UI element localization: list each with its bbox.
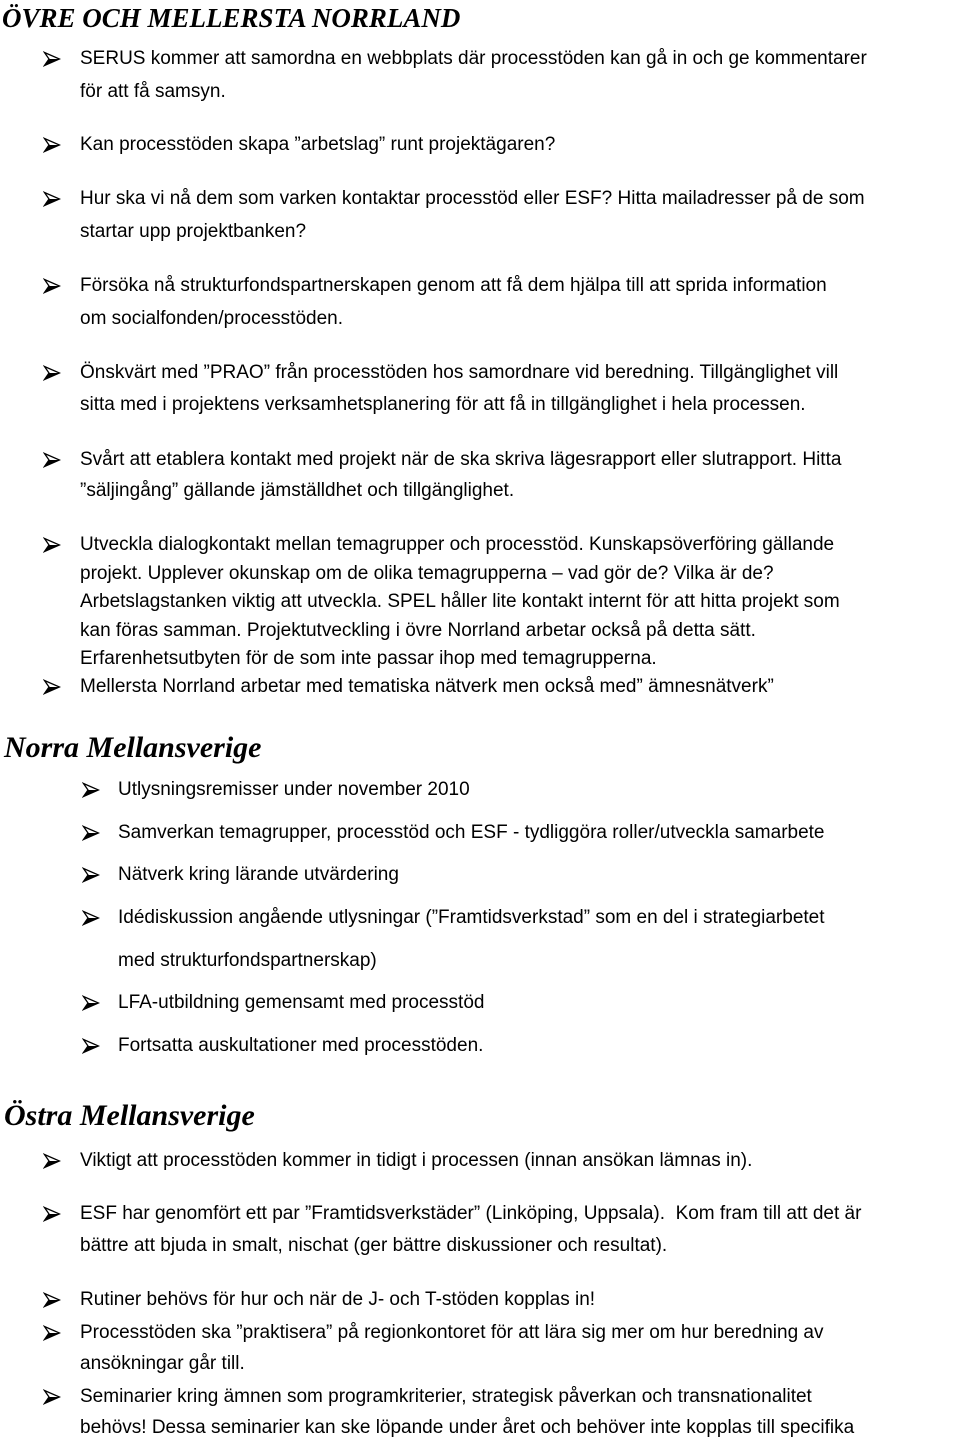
list-item-line: Hur ska vi nå dem som varken kontaktar processtöd eller ESF? Hitta mailadresser på de som (80, 188, 865, 209)
arrow-bullet-icon (43, 679, 61, 695)
list-item-line: Arbetslagstanken viktig att utveckla. SPEL håller lite kontakt internt för att hitta projekt som (80, 591, 840, 612)
list-item-line: Nätverk kring lärande utvärdering (118, 864, 399, 885)
list-item-line: Erfarenhetsutbyten för de som inte passar ihop med temagrupperna. (80, 648, 657, 669)
list-item-line: startar upp projektbanken? (80, 221, 307, 242)
list-item-line: ansökningar går till. (80, 1353, 245, 1374)
arrow-bullet-icon (43, 365, 61, 381)
list-item-line: Utveckla dialogkontakt mellan temagrupper och processtöd. Kunskapsöverföring gällande (80, 534, 835, 555)
list-item-line: Seminarier kring ämnen som programkriterier, strategisk påverkan och transnationalitet (80, 1386, 812, 1407)
arrow-bullet-icon (82, 910, 100, 926)
arrow-bullet-icon (43, 1206, 61, 1222)
section-heading: Norra Mellansverige (4, 731, 262, 764)
list-item-line: med strukturfondspartnerskap) (118, 950, 377, 971)
list-item-line: Idédiskussion angående utlysningar (”Framtidsverkstad” som en del i strategiarbetet (118, 907, 825, 928)
list-item-line: behövs! Dessa seminarier kan ske löpande under året och behöver inte kopplas till specifika (80, 1417, 855, 1438)
arrow-bullet-icon (43, 51, 61, 67)
list-item-line: Försöka nå strukturfondspartnerskapen genom att få dem hjälpa till att sprida information (80, 275, 827, 296)
list-item-line: Utlysningsremisser under november 2010 (118, 779, 470, 800)
list-item-line: ”säljingång” gällande jämställdhet och tillgänglighet. (80, 480, 515, 501)
arrow-bullet-icon (43, 137, 61, 153)
section-heading: Östra Mellansverige (4, 1099, 255, 1132)
list-item-line: ESF har genomfört ett par ”Framtidsverkstäder” (Linköping, Uppsala). Kom fram till att det är (80, 1203, 862, 1224)
arrow-bullet-icon (43, 1325, 61, 1341)
list-item-line: Önskvärt med ”PRAO” från processtöden hos samordnare vid beredning. Tillgänglighet vill (80, 362, 839, 383)
arrow-bullet-icon (43, 278, 61, 294)
arrow-bullet-icon (43, 1292, 61, 1308)
arrow-bullet-icon (82, 825, 100, 841)
list-item-line: sitta med i projektens verksamhetsplanering för att få in tillgänglighet i hela processen. (80, 394, 806, 415)
list-item-line: projekt. Upplever okunskap om de olika temagrupperna – vad gör de? Vilka är de? (80, 563, 774, 584)
arrow-bullet-icon (82, 782, 100, 798)
list-item-line: Processtöden ska ”praktisera” på regionkontoret för att lära sig mer om hur beredning av (80, 1322, 824, 1343)
list-item-line: Kan processtöden skapa ”arbetslag” runt projektägaren? (80, 134, 556, 155)
arrow-bullet-icon (82, 1038, 100, 1054)
arrow-bullet-icon (43, 191, 61, 207)
list-item-line: Fortsatta auskultationer med processtöden. (118, 1035, 484, 1056)
list-item-line: kan föras samman. Projektutveckling i övre Norrland arbetar också på detta sätt. (80, 620, 756, 641)
section-heading: ÖVRE OCH MELLERSTA NORRLAND (2, 3, 461, 33)
list-item-line: för att få samsyn. (80, 81, 226, 102)
list-item-line: om socialfonden/processtöden. (80, 308, 343, 329)
list-item-line: Svårt att etablera kontakt med projekt när de ska skriva lägesrapport eller slutrapport. Hitta (80, 449, 842, 470)
arrow-bullet-icon (43, 1389, 61, 1405)
list-item-line: LFA-utbildning gemensamt med processtöd (118, 992, 485, 1013)
arrow-bullet-icon (43, 1153, 61, 1169)
list-item-line: SERUS kommer att samordna en webbplats där processtöden kan gå in och ge kommentarer (80, 48, 867, 69)
arrow-bullet-icon (82, 867, 100, 883)
arrow-bullet-icon (43, 537, 61, 553)
list-item-line: bättre att bjuda in smalt, nischat (ger bättre diskussioner och resultat). (80, 1235, 668, 1256)
arrow-bullet-icon (43, 452, 61, 468)
list-item-line: Viktigt att processtöden kommer in tidigt i processen (innan ansökan lämnas in). (80, 1150, 753, 1171)
arrow-bullet-icon (82, 995, 100, 1011)
list-item-line: Mellersta Norrland arbetar med tematiska nätverk men också med” ämnesnätverk” (80, 676, 774, 697)
list-item-line: Samverkan temagrupper, processtöd och ESF - tydliggöra roller/utveckla samarbete (118, 822, 825, 843)
list-item-line: Rutiner behövs för hur och när de J- och T-stöden kopplas in! (80, 1289, 596, 1310)
